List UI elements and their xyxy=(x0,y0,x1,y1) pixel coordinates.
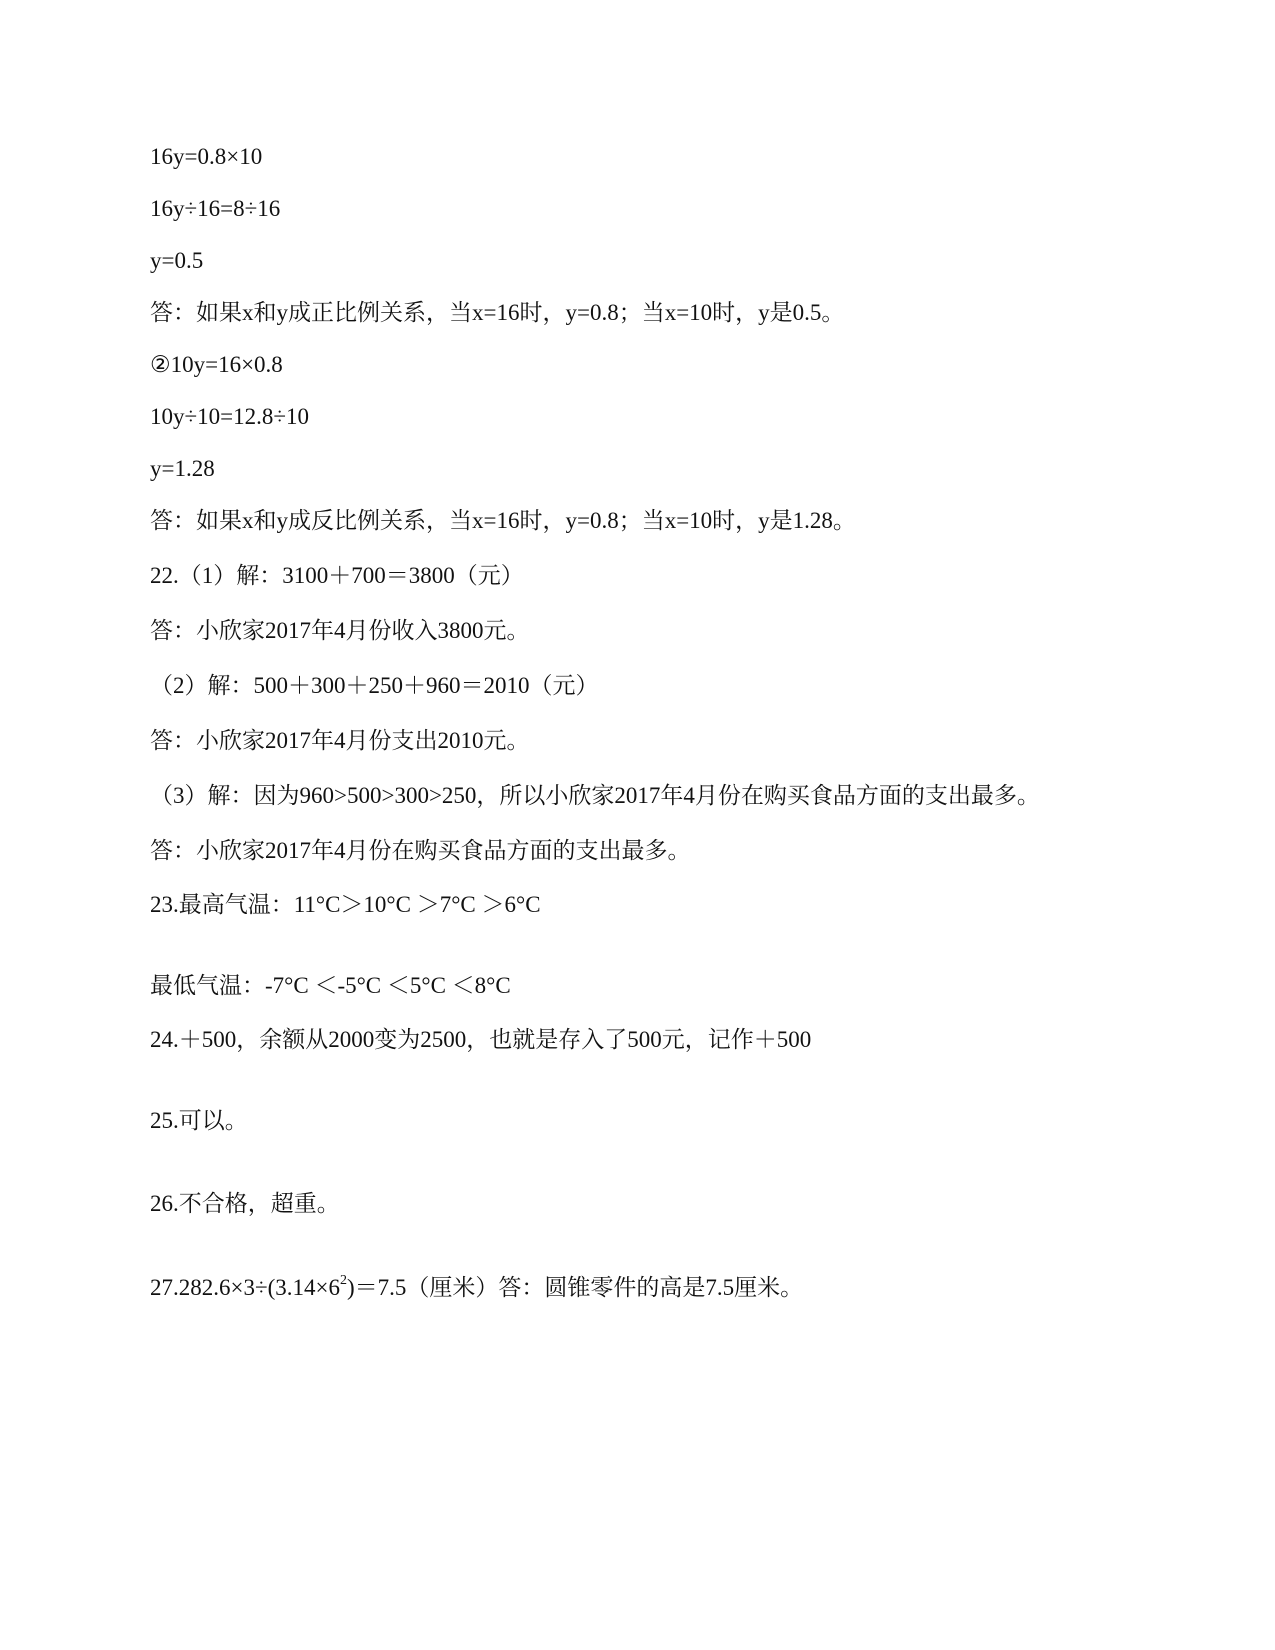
answer-line: 答：小欣家2017年4月份支出2010元。 xyxy=(150,728,530,753)
answer-line: 答：如果x和y成反比例关系，当x=16时，y=0.8；当x=10时，y是1.28。 xyxy=(150,508,856,533)
question-25: 25.可以。 xyxy=(150,1108,248,1133)
question-23-max-temp: 23.最高气温：11°C＞10°C ＞7°C ＞6°C xyxy=(150,892,541,917)
equation-line: 10y÷10=12.8÷10 xyxy=(150,404,309,429)
equation-line: y=0.5 xyxy=(150,248,204,273)
question-27 xyxy=(150,1273,803,1303)
answer-line: 答：小欣家2017年4月份在购买食品方面的支出最多。 xyxy=(150,838,691,863)
equation-line: y=1.28 xyxy=(150,456,215,481)
question-27-formula-end: )＝7.5（厘米）答：圆锥零件的高是7.5厘米。 xyxy=(346,1275,804,1300)
equation-line: 16y÷16=8÷16 xyxy=(150,196,281,221)
answer-line: 答：如果x和y成正比例关系，当x=16时，y=0.8；当x=10时，y是0.5。 xyxy=(150,300,845,325)
equation-line: ②10y=16×0.8 xyxy=(150,352,283,377)
question-22-part-1: 22.（1）解：3100＋700＝3800（元） xyxy=(150,563,524,588)
answer-line: 答：小欣家2017年4月份收入3800元。 xyxy=(150,618,530,643)
question-22-part-2: （2）解：500＋300＋250＋960＝2010（元） xyxy=(150,673,599,698)
equation-line: 16y=0.8×10 xyxy=(150,144,263,169)
question-24: 24.＋500，余额从2000变为2500，也就是存入了500元，记作＋500 xyxy=(150,1027,812,1052)
exponent: 2 xyxy=(339,1273,347,1289)
question-23-min-temp: 最低气温：-7°C ＜-5°C ＜5°C ＜8°C xyxy=(150,973,511,998)
question-27-formula-start: 27.282.6×3÷(3.14×6 xyxy=(150,1275,340,1300)
question-22-part-3: （3）解：因为960>500>300>250，所以小欣家2017年4月份在购买食品方面的支出最多。 xyxy=(150,783,1040,808)
question-26: 26.不合格，超重。 xyxy=(150,1191,340,1216)
